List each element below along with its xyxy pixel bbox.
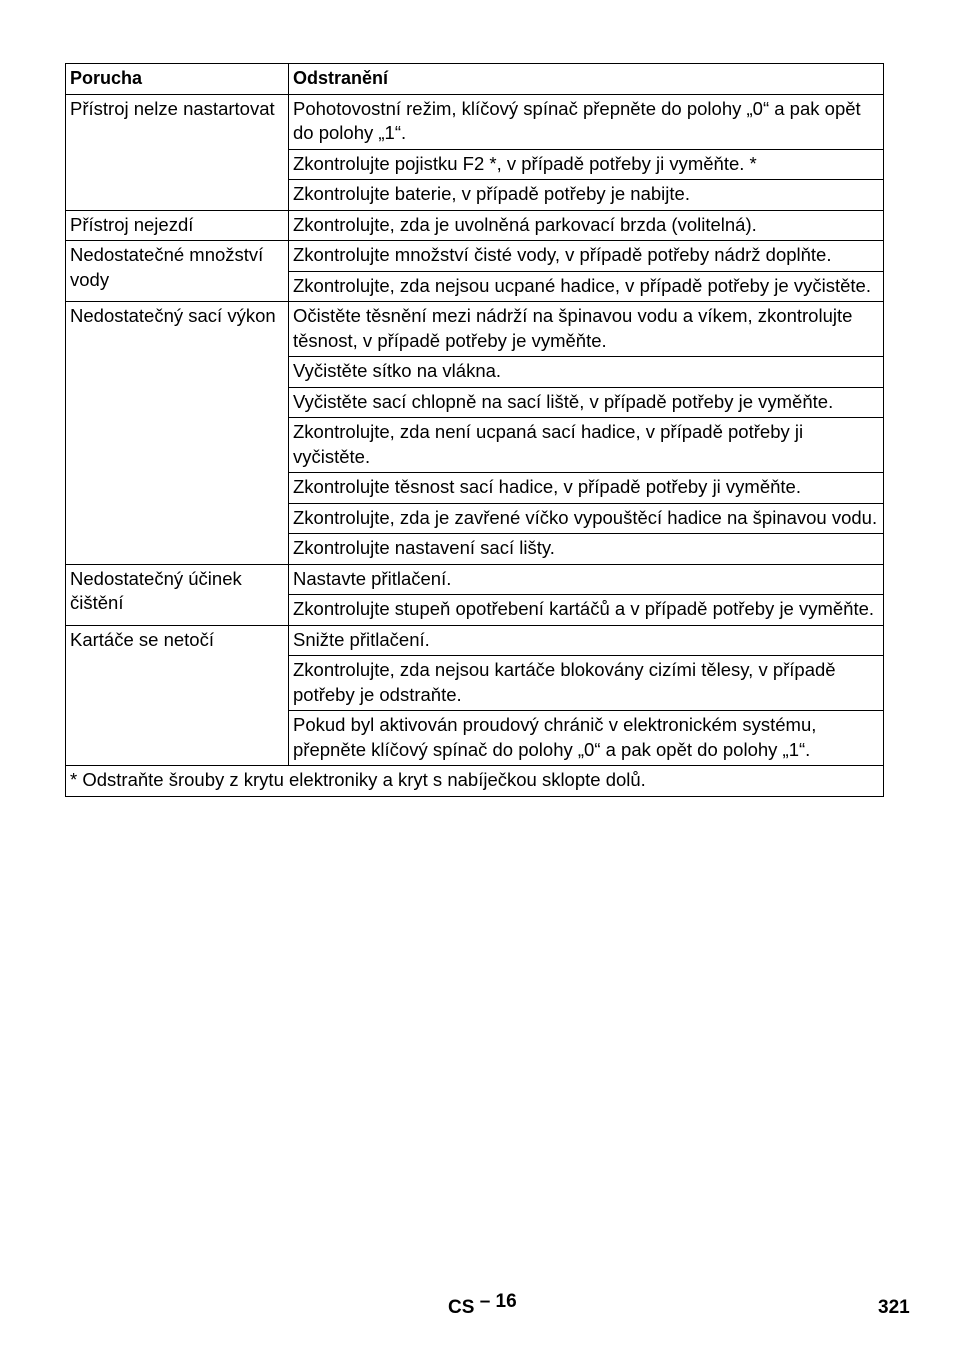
footer-section-page: – 16 bbox=[479, 1291, 517, 1312]
remedy-cell: Snižte přitlačení. bbox=[289, 625, 884, 656]
remedy-cell: Zkontrolujte stupeň opotřebení kartáčů a v případě potřeby je vyměňte. bbox=[289, 595, 884, 626]
remedy-cell: Nastavte přitlačení. bbox=[289, 564, 884, 595]
remedy-cell: Pokud byl aktivován proudový chránič v elektronickém systému, přepněte klíčový spínač do polohy „0“ a pak opět do polohy „1“. bbox=[289, 711, 884, 766]
table-body bbox=[66, 94, 884, 766]
remedy-cell: Očistěte těsnění mezi nádrží na špinavou vodu a víkem, zkontrolujte těsnost, v případě potřeby je vyměňte. bbox=[289, 302, 884, 357]
table-row bbox=[66, 625, 884, 656]
remedy-cell: Zkontrolujte těsnost sací hadice, v případě potřeby ji vyměňte. bbox=[289, 473, 884, 504]
remedy-cell: Zkontrolujte pojistku F2 *, v případě potřeby ji vyměňte. * bbox=[289, 149, 884, 180]
remedy-cell: Zkontrolujte, zda nejsou kartáče blokovány cizími tělesy, v případě potřeby je odstraňte. bbox=[289, 656, 884, 711]
fault-cell: Nedostatečný sací výkon bbox=[66, 302, 289, 565]
fault-cell: Nedostatečný účinek čištění bbox=[66, 564, 289, 625]
footer-lang: CS bbox=[448, 1297, 475, 1318]
page-number: 321 bbox=[878, 1297, 910, 1318]
remedy-cell: Zkontrolujte, zda není ucpaná sací hadice, v případě potřeby ji vyčistěte. bbox=[289, 418, 884, 473]
remedy-cell: Zkontrolujte, zda je zavřené víčko vypouštěcí hadice na špinavou vodu. bbox=[289, 503, 884, 534]
fault-cell: Kartáče se netočí bbox=[66, 625, 289, 766]
remedy-cell: Zkontrolujte baterie, v případě potřeby je nabijte. bbox=[289, 180, 884, 211]
table-row bbox=[66, 94, 884, 149]
table-row bbox=[66, 210, 884, 241]
footnote: * Odstraňte šrouby z krytu elektroniky a kryt s nabíječkou sklopte dolů. bbox=[66, 766, 884, 797]
remedy-cell: Zkontrolujte množství čisté vody, v případě potřeby nádrž doplňte. bbox=[289, 241, 884, 272]
table-row bbox=[66, 241, 884, 272]
remedy-cell: Zkontrolujte, zda je uvolněná parkovací brzda (volitelná). bbox=[289, 210, 884, 241]
remedy-cell: Vyčistěte sací chlopně na sací liště, v případě potřeby je vyměňte. bbox=[289, 387, 884, 418]
fault-cell: Přístroj nelze nastartovat bbox=[66, 94, 289, 210]
header-remedy: Odstranění bbox=[289, 64, 884, 95]
fault-cell: Přístroj nejezdí bbox=[66, 210, 289, 241]
remedy-cell: Zkontrolujte nastavení sací lišty. bbox=[289, 534, 884, 565]
fault-cell: Nedostatečné množství vody bbox=[66, 241, 289, 302]
footer-section-label bbox=[448, 1291, 517, 1319]
footnote-row bbox=[66, 766, 884, 797]
remedy-cell: Pohotovostní režim, klíčový spínač přepněte do polohy „0“ a pak opět do polohy „1“. bbox=[289, 94, 884, 149]
table-row bbox=[66, 302, 884, 357]
table-row bbox=[66, 564, 884, 595]
table-header-row bbox=[66, 64, 884, 95]
troubleshooting-table bbox=[65, 63, 884, 797]
header-fault: Porucha bbox=[66, 64, 289, 95]
remedy-cell: Zkontrolujte, zda nejsou ucpané hadice, v případě potřeby je vyčistěte. bbox=[289, 271, 884, 302]
remedy-cell: Vyčistěte sítko na vlákna. bbox=[289, 357, 884, 388]
